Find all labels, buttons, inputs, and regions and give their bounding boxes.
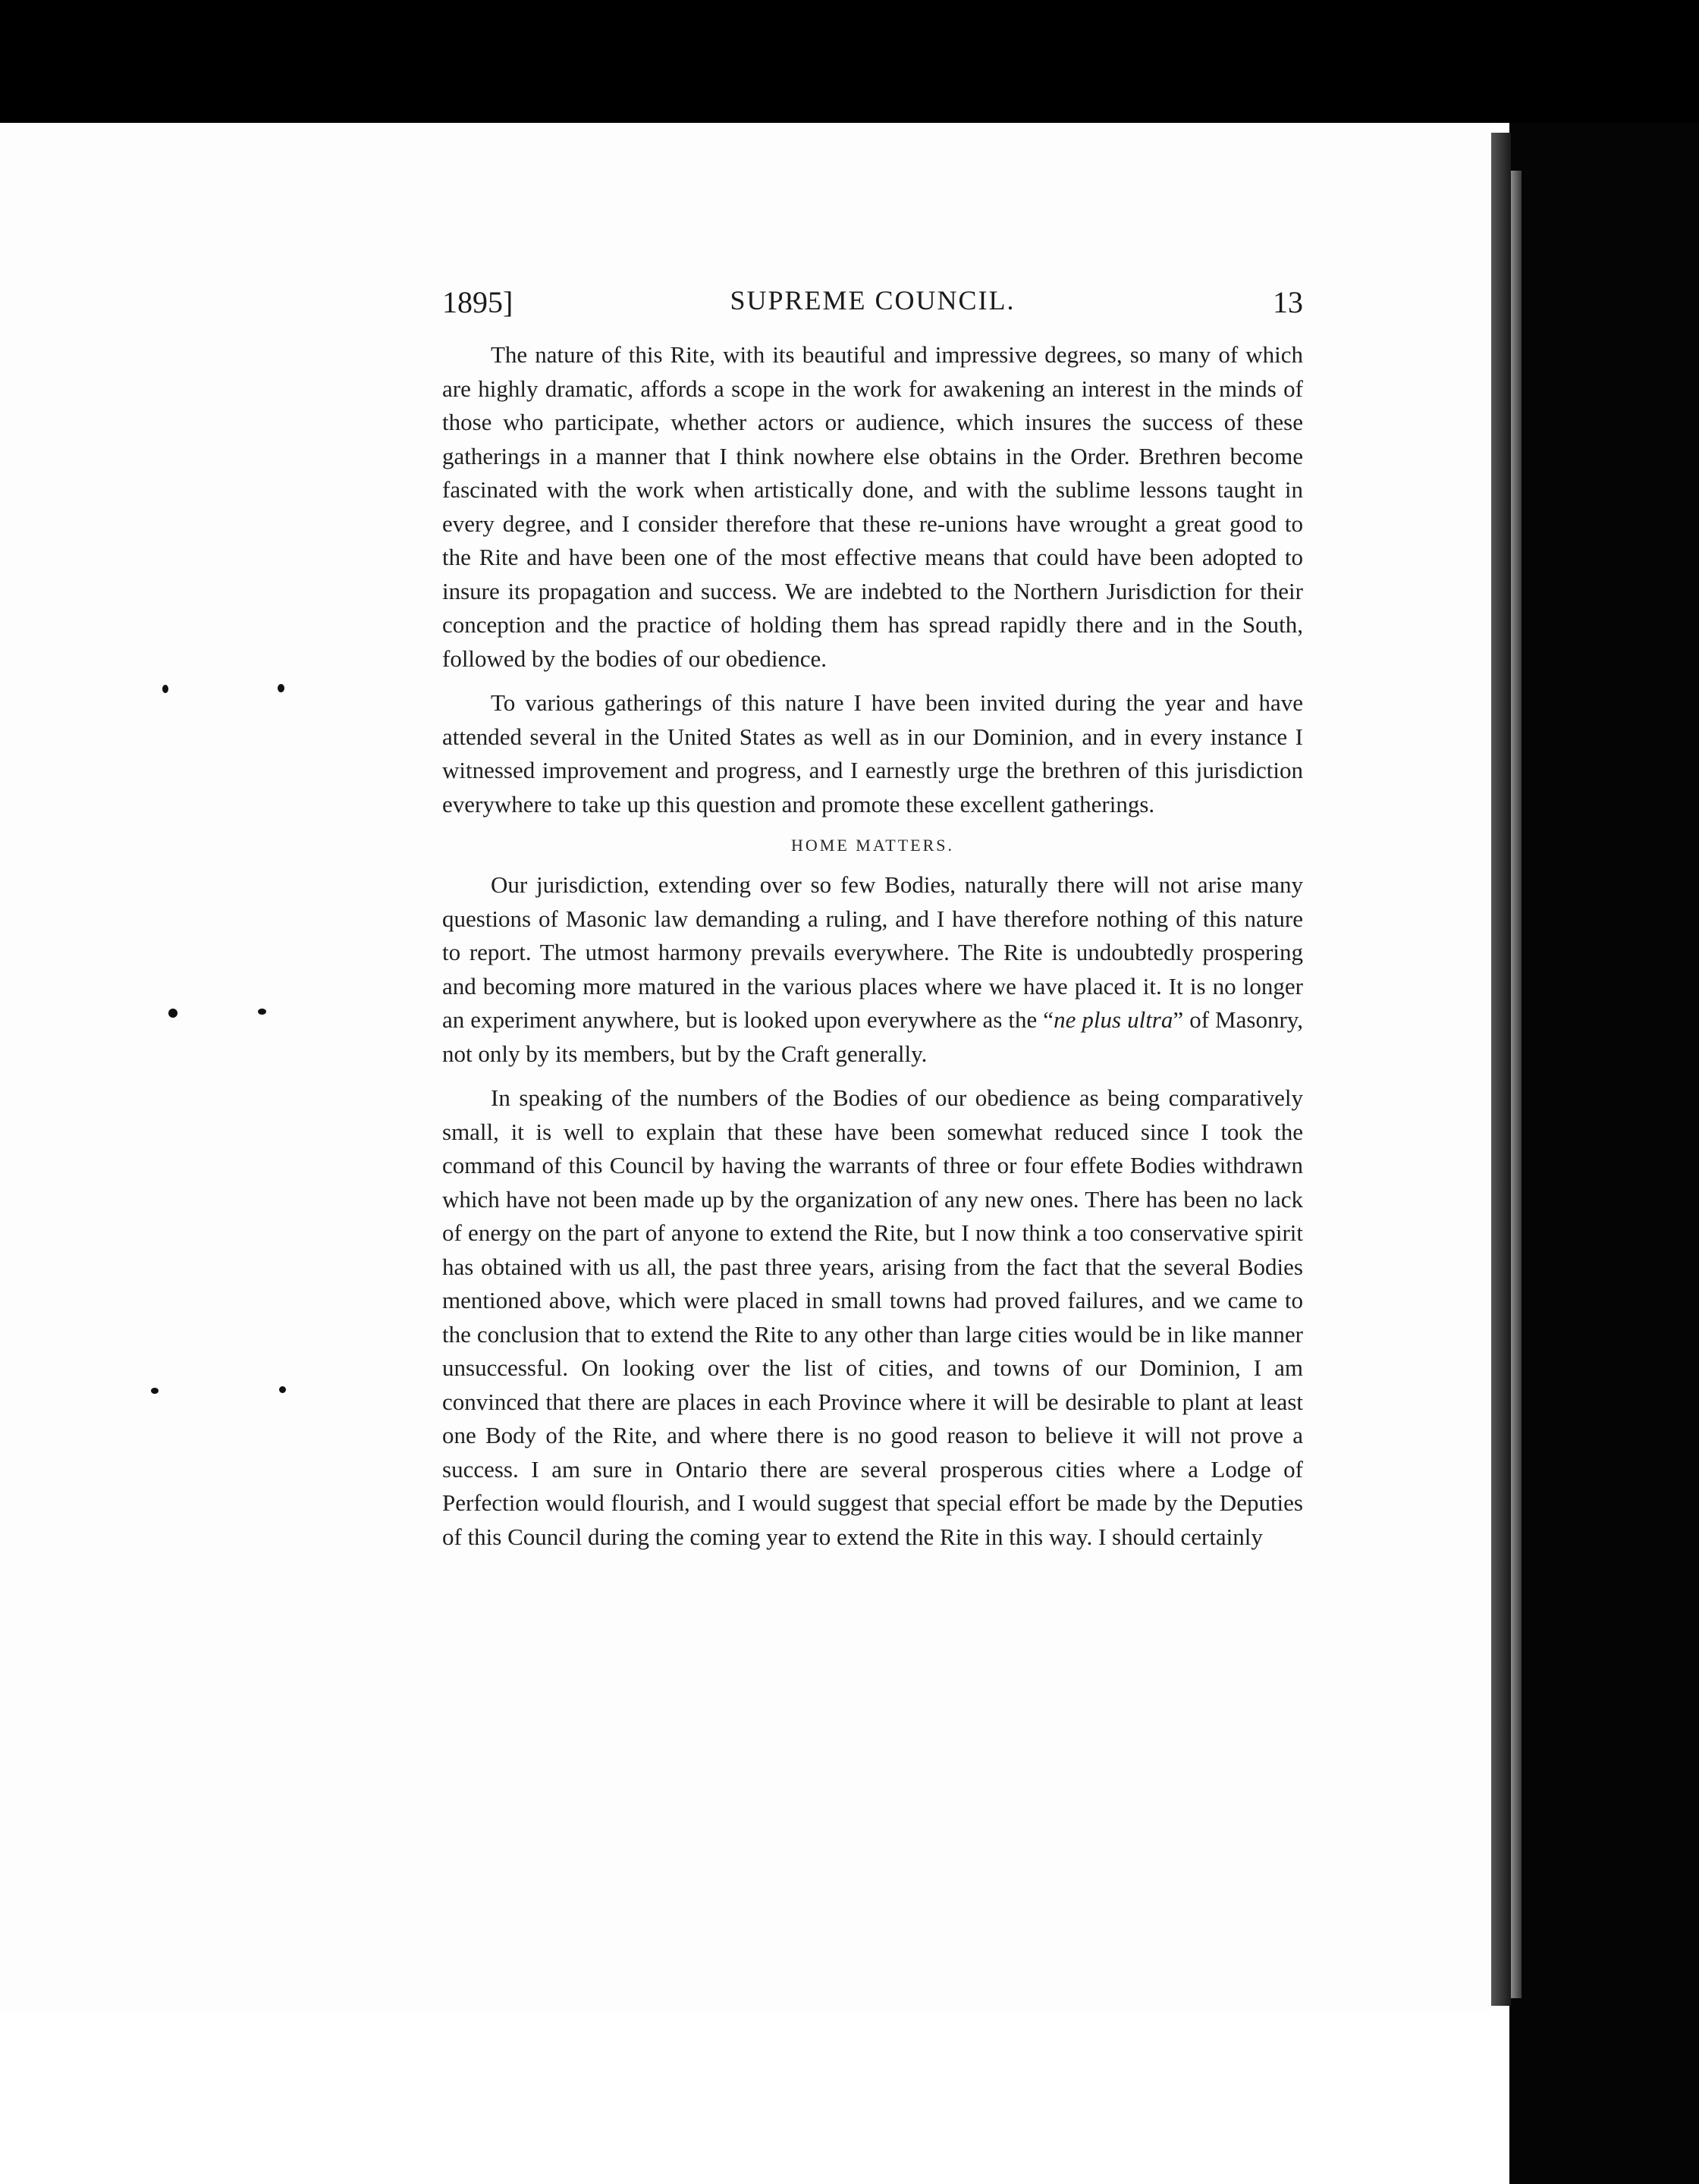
page-number: 13 <box>1273 285 1303 319</box>
running-header <box>442 284 1303 322</box>
margin-speck <box>258 1009 266 1015</box>
jurisdiction-text: Our jurisdiction, extending over so few Bodies, naturally there will not arise many questions of Masonic law demanding a ruling, and I have therefore nothing of this nature to report. The utmost harmony prevails everywhere. The Rite is undoubtedly prospering and becoming more matured in the various places where we have placed it. It is no longer an experiment anywhere, but is looked upon everywhere as the “ <box>442 871 1303 1033</box>
scan-top-border <box>0 0 1699 123</box>
book-page-bottom <box>0 2011 1491 2184</box>
paragraph-jurisdiction <box>442 868 1303 1071</box>
margin-speck <box>162 685 168 693</box>
scan-right-background <box>1509 123 1699 2184</box>
paragraph-gatherings: To various gatherings of this nature I have been invited during the year and have attended several in the United States as well as in our Dominion, and in every instance I witnessed improvement and progress, and I earnestly urge the brethren of this jurisdiction everywhere to take up this question and promote these excellent gatherings. <box>442 689 1303 817</box>
paragraph-rite-nature: The nature of this Rite, with its beautiful and impressive degrees, so many of which are highly dramatic, affords a scope in the work for awakening an interest in the minds of those who participate, whether actors or audience, which insures the success of these gatherings in a manner that I think nowhere else obtains in the Order. Brethren become fascinated with the work when artistically done, and with the sublime lessons taught in every degree, and I consider therefore that these re-unions have wrought a great good to the Rite and have been one of the most effective means that could have been adopted to insure its propagation and success. We are indebted to the Northern Jurisdiction for their conception and the practice of holding them has spread rapidly there and in the South, followed by the bodies of our obedience. <box>442 341 1303 672</box>
page-edge-shadow <box>1488 133 1511 2006</box>
margin-speck <box>279 1386 286 1393</box>
page-body <box>442 338 1303 1554</box>
header-title: SUPREME COUNCIL. <box>730 285 1016 315</box>
section-heading: HOME MATTERS. <box>790 836 954 855</box>
jurisdiction-text-end: ” of Masonry, not only by its members, but by the Craft generally. <box>442 1006 1304 1067</box>
header-year: 1895] <box>442 285 513 319</box>
paragraph-bodies-numbers: In speaking of the numbers of the Bodies of our obedience as being comparatively small, it is well to explain that these have been somewhat reduced since I took the command of this Council by having the warrants of three or four effete Bodies withdrawn which have not been made up by the organization of any new ones. There has been no lack of energy on the part of anyone to extend the Rite, but I now think a too conservative spirit has obtained with us all, the past three years, arising from the fact that the several Bodies mentioned above, which were placed in small towns had proved failures, and we came to the conclusion that to extend the Rite to any other than large cities would be in like manner unsuccessful. On looking over the list of cities, and towns of our Dominion, I am convinced that there are places in each Province where it will be desirable to plant at least one Body of the Rite, and where there is no good reason to believe it will not prove a success. I am sure in Ontario there are several prosperous cities where a Lodge of Perfection would flourish, and I would suggest that special effort be made by the Deputies of this Council during the coming year to extend the Rite in this way. I should certainly <box>442 1084 1303 1550</box>
margin-speck <box>168 1009 177 1018</box>
margin-speck <box>278 684 284 692</box>
latin-phrase: ne plus ultra <box>1054 1006 1173 1033</box>
margin-speck <box>151 1388 159 1394</box>
